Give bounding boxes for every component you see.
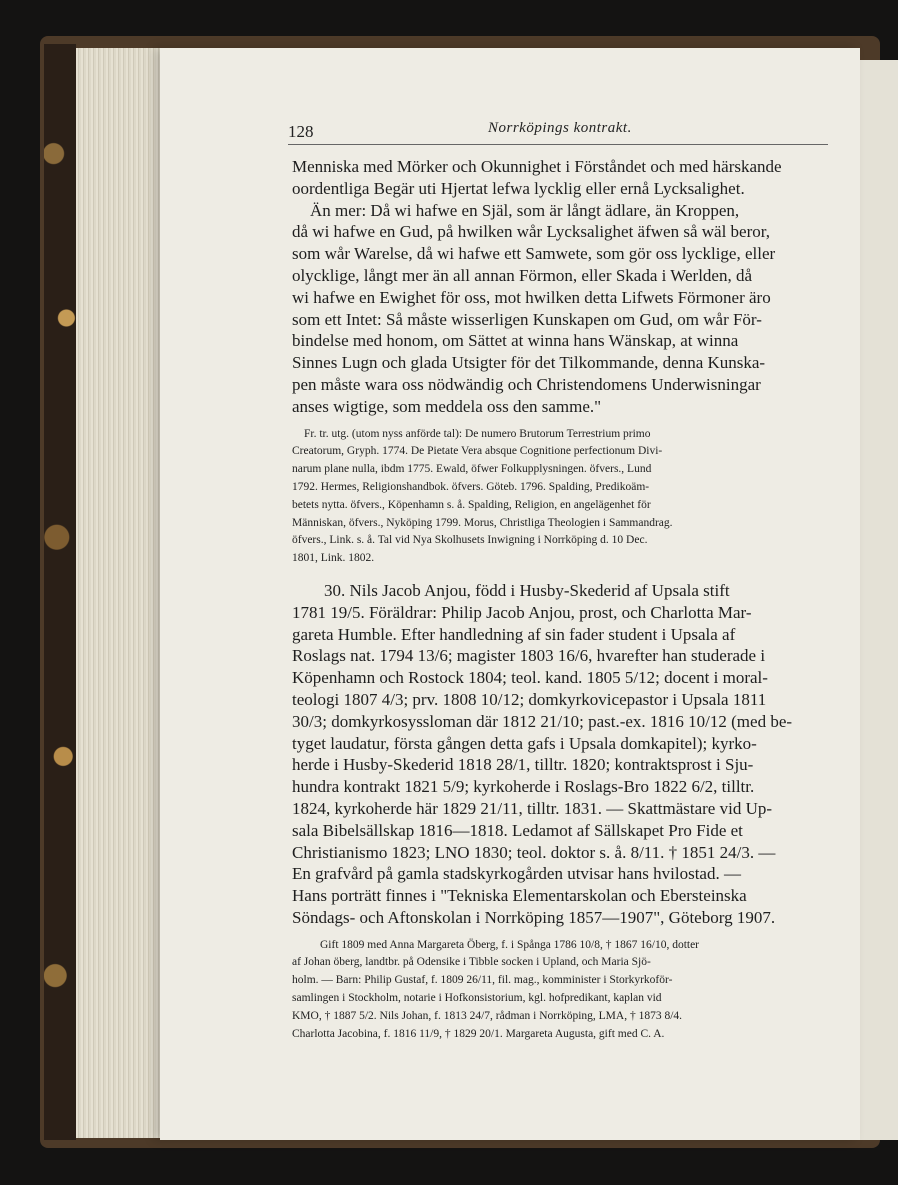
page-header — [288, 120, 828, 145]
entry-line: tyget laudatur, första gången detta gafs i Upsala domkapitel); kyrko- — [292, 733, 757, 753]
entry-line: sala Bibelsällskap 1816—1818. Ledamot af Sällskapet Pro Fide et — [292, 820, 743, 840]
text-block — [292, 156, 837, 1043]
body-line: pen måste wara oss nödwändig och Christendomens Underwisningar — [292, 374, 761, 394]
body-line: som ett Intet: Så måste wisserligen Kunskapen om Gud, om wår För- — [292, 309, 762, 329]
family-line: af Johan öberg, landtbr. på Odensike i Tibble socken i Upland, och Maria Sjö- — [292, 956, 651, 969]
body-paragraph — [292, 156, 837, 418]
bibliography-notes — [292, 426, 837, 568]
entry-line: 30. Nils Jacob Anjou, född i Husby-Skederid af Upsala stift — [324, 580, 730, 600]
note-line: Fr. tr. utg. (utom nyss anförde tal): De numero Brutorum Terrestrium primo — [304, 427, 651, 440]
entry-line: herde i Husby-Skederid 1818 28/1, tilltr. 1820; kontraktsprost i Sju- — [292, 755, 754, 775]
entry-line: 1781 19/5. Föräldrar: Philip Jacob Anjou, prost, och Charlotta Mar- — [292, 602, 752, 622]
note-line: Creatorum, Gryph. 1774. De Pietate Vera absque Cognitione perfectionum Divi- — [292, 445, 663, 458]
family-line: KMO, † 1887 5/2. Nils Johan, f. 1813 24/7, rådman i Norrköping, LMA, † 1873 8/4. — [292, 1009, 683, 1022]
entry-line: 1824, kyrkoherde här 1829 21/11, tilltr. 1831. — Skattmästare vid Up- — [292, 798, 773, 818]
entry-line: Köpenhamn och Rostock 1804; teol. kand. 1805 5/12; docent i moral- — [292, 668, 768, 688]
family-line: holm. — Barn: Philip Gustaf, f. 1809 26/11, fil. mag., komminister i Storkyrkoför- — [292, 974, 673, 987]
body-line: oordentliga Begär uti Hjertat lefwa lycklig eller ernå Lycksalighet. — [292, 178, 745, 198]
family-line: Charlotta Jacobina, f. 1816 11/9, † 1829 20/1. Margareta Augusta, gift med C. A. — [292, 1027, 665, 1040]
page-edges — [76, 48, 172, 1138]
family-notes — [292, 937, 837, 1044]
entry-line: 30/3; domkyrkosyssloman där 1812 21/10; past.-ex. 1816 10/12 (med be- — [292, 711, 793, 731]
body-line: Än mer: Då wi hafwe en Själ, som är långt ädlare, än Kroppen, — [310, 200, 740, 220]
entry-line: Christianismo 1823; LNO 1830; teol. doktor s. å. 8/11. † 1851 24/3. — — [292, 842, 776, 862]
entry-line: hundra kontrakt 1821 5/9; kyrkoherde i Roslags-Bro 1822 6/2, tilltr. — [292, 777, 755, 797]
body-line: då wi hafwe en Gud, på hwilken wår Lycksalighet äfwen så wäl beror, — [292, 222, 770, 242]
body-line: Menniska med Mörker och Okunnighet i Förståndet och med härskande — [292, 157, 782, 176]
body-line: Sinnes Lugn och glada Utsigter för det Tilkommande, denna Kunska- — [292, 353, 766, 373]
note-line: narum plane nulla, ibdm 1775. Ewald, öfwer Folkupplysningen. öfvers., Lund — [292, 463, 652, 476]
entry-line: Hans porträtt finnes i "Tekniska Elementarskolan och Ebersteinska — [292, 886, 747, 906]
marbled-spine — [44, 44, 76, 1140]
note-line: 1792. Hermes, Religionshandbok. öfvers. Göteb. 1796. Spalding, Predikoäm- — [292, 480, 650, 493]
entry-line: teologi 1807 4/3; prv. 1808 10/12; domkyrkovicepastor i Upsala 1811 — [292, 689, 767, 709]
body-line: som wår Warelse, då wi hafwe ett Samwete, som gör oss lycklige, eller — [292, 244, 776, 264]
biography-entry — [292, 580, 837, 929]
body-line: bindelse med honom, om Sättet at winna hans Wänskap, at winna — [292, 331, 739, 351]
note-line: Människan, öfvers., Nyköping 1799. Morus, Christliga Theologien i Sammandrag. — [292, 516, 673, 529]
body-line: wi hafwe en Ewighet för oss, mot hwilken detta Lifwets Förmoner äro — [292, 287, 771, 307]
body-line: olycklige, långt mer än all annan Förmon, eller Skada i Werlden, då — [292, 265, 753, 285]
body-line: anses wigtige, som meddela oss den samme." — [292, 396, 602, 416]
next-page-edge — [856, 60, 898, 1140]
entry-line: En grafvård på gamla stadskyrkogården utvisar hans hvilostad. — — [292, 864, 741, 884]
running-title: Norrköpings kontrakt. — [488, 120, 632, 136]
entry-line: Roslags nat. 1794 13/6; magister 1803 16/6, hvarefter han studerade i — [292, 646, 766, 666]
entry-line: gareta Humble. Efter handledning af sin fader student i Upsala af — [292, 624, 736, 644]
family-line: Gift 1809 med Anna Margareta Öberg, f. i Spånga 1786 10/8, † 1867 16/10, dotter — [320, 938, 700, 951]
page-number: 128 — [288, 122, 314, 141]
family-line: samlingen i Stockholm, notarie i Hofkonsistorium, kgl. hofpredikant, kaplan vid — [292, 992, 662, 1005]
note-line: betets nytta. öfvers., Köpenhamn s. å. Spalding, Religion, en angelägenhet för — [292, 498, 651, 511]
note-line: 1801, Link. 1802. — [292, 552, 375, 565]
note-line: öfvers., Link. s. å. Tal vid Nya Skolhusets Inwigning i Norrköping d. 10 Dec. — [292, 534, 648, 547]
entry-line: Söndags- och Aftonskolan i Norrköping 1857—1907", Göteborg 1907. — [292, 907, 776, 927]
book-page — [160, 48, 860, 1140]
